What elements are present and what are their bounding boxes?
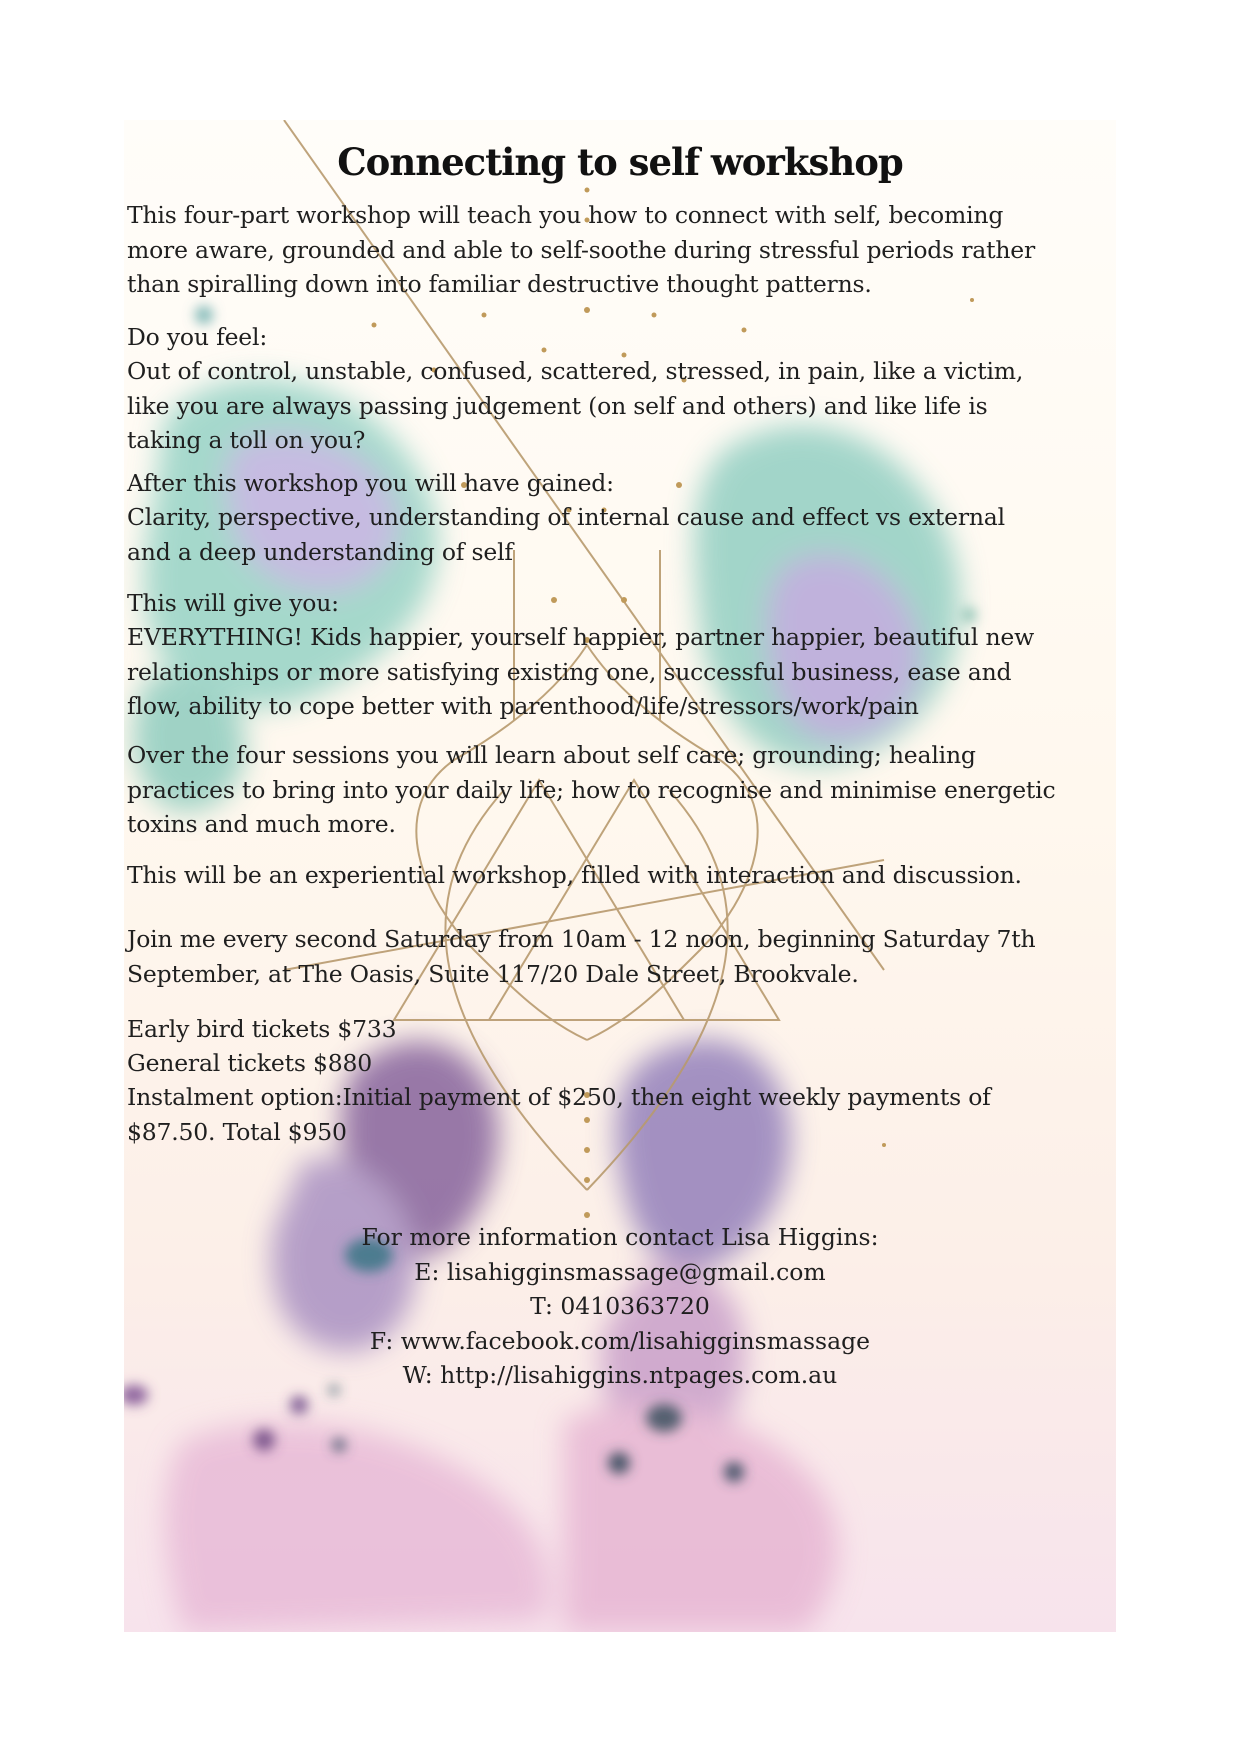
contact-website[interactable]: W: http://lisahiggins.ntpages.com.au (402, 1361, 838, 1389)
flyer-page (124, 120, 1116, 1632)
flyer-content (124, 120, 1116, 1632)
give-paragraph: EVERYTHING! Kids happier, yourself happier, partner happier, beautiful new relationships or more satisfying existing one, successful business, ease and flow, ability to cope better with parenthood/life/stressors/work/pain (127, 623, 1035, 720)
page-title: Connecting to self workshop (337, 140, 903, 184)
gained-paragraph: Clarity, perspective, understanding of internal cause and effect vs external and a deep understanding of self (127, 503, 1005, 566)
give-heading: This will give you: (127, 589, 339, 617)
contact-phone[interactable]: T: 0410363720 (530, 1292, 710, 1320)
early-bird-price: Early bird tickets $733 (127, 1015, 397, 1043)
contact-email[interactable]: E: lisahigginsmassage@gmail.com (414, 1257, 826, 1286)
instalment-option: Instalment option:Initial payment of $250, then eight weekly payments of $87.50. Total $950 (127, 1083, 991, 1146)
feel-paragraph: Out of control, unstable, confused, scattered, stressed, in pain, like a victim, like you are always passing judgement (on self and others) and like life is taking a toll on you? (127, 357, 1024, 454)
contact-facebook[interactable]: F: www.facebook.com/lisahigginsmassage (369, 1326, 871, 1355)
intro-paragraph: This four-part workshop will teach you how to connect with self, becoming more aware, grounded and able to self-soothe during stressful periods rather than spiralling down into familiar destructive thought patterns. (127, 201, 1036, 298)
join-paragraph: Join me every second Saturday from 10am - 12 noon, beginning Saturday 7th September, at The Oasis, Suite 117/20 Dale Street, Brookvale. (127, 925, 1036, 988)
sessions-paragraph: Over the four sessions you will learn about self care; grounding; healing practices to bring into your daily life; how to recognise and minimise energetic toxins and much more. (127, 741, 1056, 838)
gained-heading: After this workshop you will have gained: (127, 469, 614, 497)
contact-block (124, 1220, 1116, 1393)
contact-heading: For more information contact Lisa Higgins: (361, 1223, 879, 1251)
experiential-paragraph: This will be an experiential workshop, filled with interaction and discussion. (127, 861, 1022, 889)
general-price: General tickets $880 (127, 1049, 372, 1077)
feel-heading: Do you feel: (127, 323, 268, 351)
